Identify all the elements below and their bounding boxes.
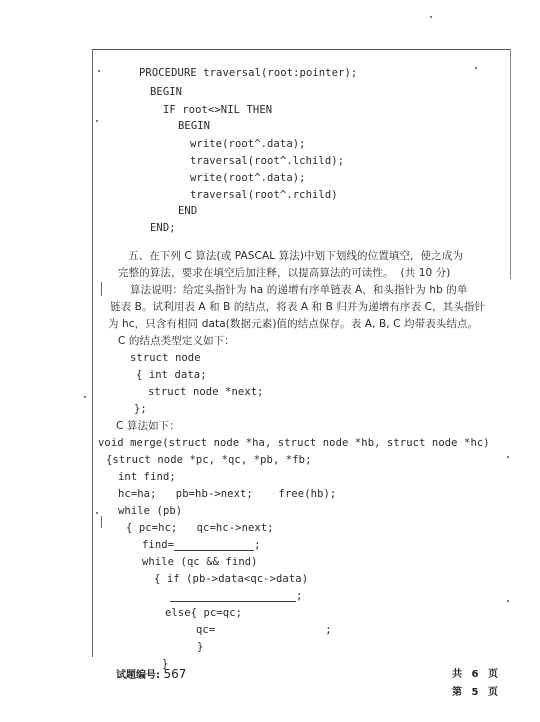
code-line: }; xyxy=(134,403,147,415)
fill-blank[interactable] xyxy=(174,540,254,551)
fill-blank[interactable] xyxy=(170,591,296,602)
exam-no: 567 xyxy=(163,667,187,681)
question-line: 五、在下列 C 算法(或 PASCAL 算法)中划下划线的位置填空，使之成为 xyxy=(128,250,464,262)
code-line: END xyxy=(178,205,198,217)
code-line: } xyxy=(197,641,204,653)
algo-label: C 算法如下： xyxy=(116,420,180,432)
exam-number xyxy=(116,666,186,681)
page-number xyxy=(452,683,498,698)
total-unit: 页 xyxy=(487,669,498,680)
code-line: {struct node *pc, *qc, *pb, *fb; xyxy=(106,454,312,466)
question-line: 链表 B。试利用表 A 和 B 的结点，将表 A 和 B 归并为递增有序表 C，其头指针 xyxy=(110,301,486,313)
page-border-top xyxy=(92,49,510,50)
code-line: BEGIN xyxy=(150,86,183,98)
scan-mark xyxy=(101,282,102,296)
page-no: 5 xyxy=(471,687,479,698)
code-line: PROCEDURE traversal(root:pointer); xyxy=(139,67,358,79)
total-label: 共 xyxy=(452,669,462,680)
code-line: IF root<>NIL THEN xyxy=(163,104,273,116)
question-line: 完整的算法，要求在填空后加注释，以提高算法的可读性。 (共 10 分) xyxy=(118,267,451,279)
scan-speck xyxy=(98,70,100,72)
question-line: C 的结点类型定义如下： xyxy=(118,335,235,347)
right-border xyxy=(510,49,511,279)
scan-speck xyxy=(475,67,477,69)
code-text: find= xyxy=(142,539,175,551)
code-line: ; xyxy=(170,590,302,602)
code-line: while (qc && find) xyxy=(142,556,258,568)
code-line: while (pb) xyxy=(118,505,183,517)
question-line: 算法说明：给定头指针为 ha 的递增有序单链表 A，和头指针为 hb 的单 xyxy=(130,284,468,296)
code-line: write(root^.data); xyxy=(190,138,306,150)
left-border xyxy=(92,49,93,657)
code-line: else{ pc=qc; xyxy=(165,607,243,619)
code-line: struct node xyxy=(130,352,201,364)
code-line: struct node *next; xyxy=(148,386,264,398)
code-line: qc= ; xyxy=(196,624,332,636)
scan-mark xyxy=(101,516,102,528)
total-no: 6 xyxy=(471,669,479,680)
page-unit: 页 xyxy=(487,687,498,698)
code-line: write(root^.data); xyxy=(190,172,306,184)
code-text: qc= xyxy=(196,624,216,636)
scan-speck xyxy=(430,16,432,18)
scan-speck xyxy=(96,512,98,514)
scan-speck xyxy=(507,600,509,602)
code-line: BEGIN xyxy=(178,120,211,132)
exam-label: 试题编号: xyxy=(116,670,160,681)
question-line: 为 hc，只含有相同 data(数据元素)值的结点保存。表 A, B, C 均带表头结点。 xyxy=(108,318,479,330)
code-line: hc=ha; pb=hb->next; free(hb); xyxy=(118,488,337,500)
code-line: find= ; xyxy=(142,539,261,551)
code-line: { if (pb->data<qc->data) xyxy=(154,573,309,585)
total-pages xyxy=(452,665,498,680)
scan-speck xyxy=(84,396,86,398)
code-line: { int data; xyxy=(136,369,207,381)
code-line: traversal(root^.lchild); xyxy=(190,155,345,167)
code-line: END; xyxy=(150,222,176,234)
code-line: traversal(root^.rchild) xyxy=(190,189,338,201)
code-line: int find; xyxy=(118,471,176,483)
code-line: } xyxy=(162,658,169,670)
code-line: { pc=hc; qc=hc->next; xyxy=(126,522,274,534)
code-line: void merge(struct node *ha, struct node *hb, struct node *hc) xyxy=(98,437,490,449)
page-label: 第 xyxy=(452,687,462,698)
scan-speck xyxy=(507,456,509,458)
scan-speck xyxy=(96,120,98,122)
